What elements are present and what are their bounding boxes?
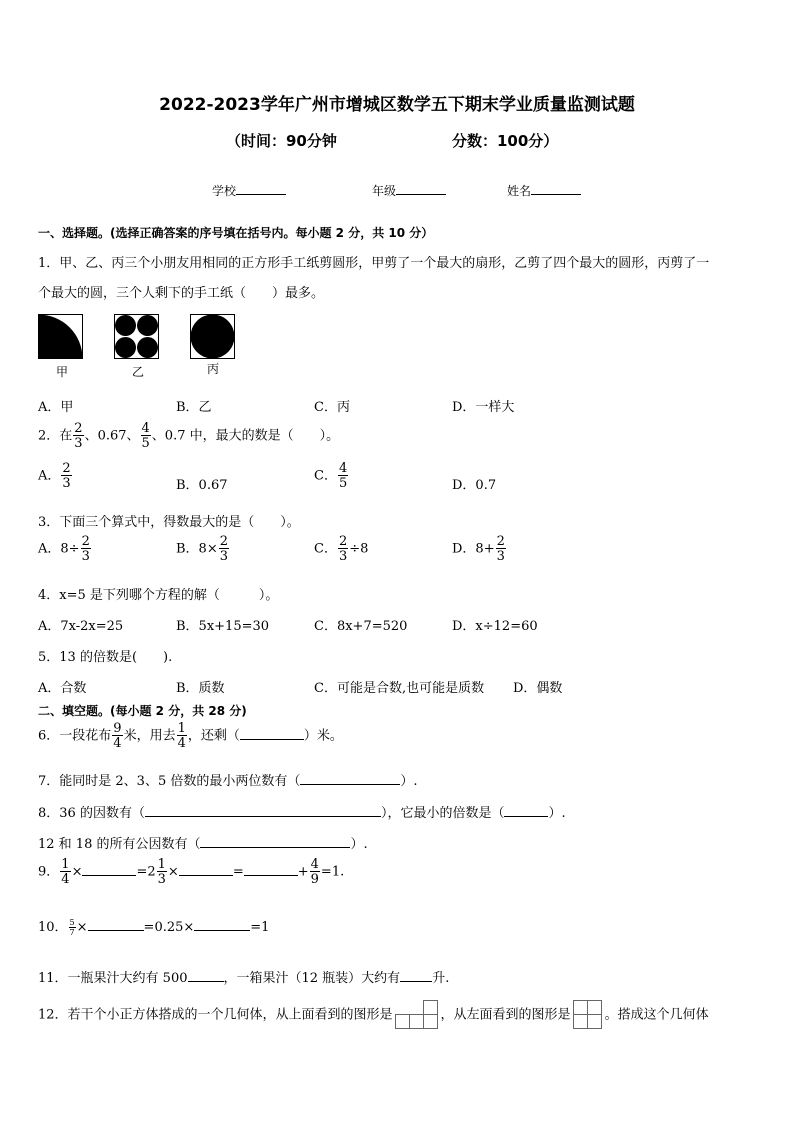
q2-prefix: 2．在: [38, 428, 73, 444]
school-label: 学校: [212, 184, 237, 198]
q9-blank-1[interactable]: [82, 863, 136, 876]
figure-yi-four-circles: [114, 314, 160, 360]
q2-option-d[interactable]: D．0.7: [452, 478, 497, 493]
section1-heading: 一、选择题。(选择正确答案的序号填在括号内。每小题 2 分，共 10 分）: [38, 226, 434, 240]
school-field[interactable]: [212, 182, 286, 199]
grade-label: 年级: [372, 184, 397, 198]
q3-stem: 3．下面三个算式中，得数最大的是（ ）。: [38, 515, 300, 530]
q10-fraction: $\frac{5}{7}$: [69, 917, 75, 937]
q10-stem: 10． $\frac{5}{7}$ × =0.25× =1: [38, 917, 270, 937]
q6-answer-blank[interactable]: [240, 727, 304, 740]
top-view-icon: [393, 1000, 441, 1030]
q4-option-c[interactable]: C．8x+7=520: [314, 619, 408, 634]
q8-common-factors-blank[interactable]: [200, 835, 350, 848]
q2-option-c-fraction: $\frac{4}{5}$: [338, 461, 348, 491]
q6-stem: 6．一段花布 $\frac{9}{4}$ 米，用去 $\frac{1}{4}$ ，还剩（ ）米。: [38, 721, 343, 751]
school-blank[interactable]: [236, 182, 286, 195]
q8-line2: 12 和 18 的所有公因数有（ ）.: [38, 837, 368, 852]
q3-option-a[interactable]: A．8÷ $\frac{2}{3}$: [38, 534, 90, 564]
q9-stem: 9． $\frac{1}{4}$ × =2 $\frac{1}{3}$ × = + $\frac{4}{9}$ =1.: [38, 857, 345, 887]
q9-fraction-3: $\frac{4}{9}$: [310, 857, 319, 887]
q10-blank-1[interactable]: [88, 918, 144, 931]
page-title: 2022-2023学年广州市增城区数学五下期末学业质量监测试题: [159, 95, 635, 115]
q9-fraction-1: $\frac{1}{4}$: [61, 857, 70, 887]
q5-stem: 5．13 的倍数是( ).: [38, 650, 173, 665]
q11-amount-blank[interactable]: [400, 969, 432, 982]
q5-option-b[interactable]: B．质数: [176, 681, 225, 696]
fig-label-bing: 丙: [207, 362, 220, 376]
q3-option-c[interactable]: C． $\frac{2}{3}$ ÷8: [314, 534, 369, 564]
q2-option-a[interactable]: A． $\frac{2}{3}$: [38, 461, 71, 491]
q3-option-c-fraction: $\frac{2}{3}$: [338, 534, 348, 564]
q9-blank-3[interactable]: [244, 863, 298, 876]
q6-fraction-1: $\frac{9}{4}$: [113, 721, 122, 751]
name-blank[interactable]: [531, 182, 581, 195]
q2-option-a-fraction: $\frac{2}{3}$: [62, 461, 71, 491]
q3-option-b[interactable]: B．8× $\frac{2}{3}$: [176, 534, 228, 564]
q6-fraction-2: $\frac{1}{4}$: [177, 721, 186, 751]
q1-line1: 1．甲、乙、丙三个小朋友用相同的正方形手工纸剪圆形，甲剪了一个最大的扇形，乙剪了四个最大的圆形，丙剪了一: [38, 256, 710, 271]
q8-multiple-blank[interactable]: [504, 804, 548, 817]
section2-heading: 二、填空题。(每小题 2 分，共 28 分): [38, 704, 247, 718]
figure-bing-circle: [190, 314, 236, 360]
fig-label-jia: 甲: [56, 365, 69, 379]
grade-blank[interactable]: [396, 182, 446, 195]
q4-stem: 4．x=5 是下列哪个方程的解（ ）。: [38, 588, 279, 603]
q10-blank-2[interactable]: [194, 918, 250, 931]
q11-unit-blank[interactable]: [188, 969, 224, 982]
q3-option-d-fraction: $\frac{2}{3}$: [496, 534, 505, 564]
q7-stem: 7．能同时是 2、3、5 倍数的最小两位数有（ ）.: [38, 774, 418, 789]
q4-option-b[interactable]: B．5x+15=30: [176, 619, 270, 634]
q1-line2: 个最大的圆，三个人剩下的手工纸（ ）最多。: [38, 286, 325, 301]
q1-option-a[interactable]: A．甲: [38, 400, 74, 415]
q3-option-b-fraction: $\frac{2}{3}$: [219, 534, 228, 564]
name-field[interactable]: [507, 182, 581, 199]
q2-option-b[interactable]: B．0.67: [176, 478, 228, 493]
q12-stem: 12．若干个小正方体搭成的一个几何体，从上面看到的图形是 ，从左面看到的图形是 。搭成这个几何体: [38, 1000, 709, 1030]
q3-option-a-fraction: $\frac{2}{3}$: [81, 534, 90, 564]
q4-option-d[interactable]: D．x÷12=60: [452, 619, 538, 634]
score-label: 分数：100分）: [452, 132, 559, 150]
q2-mid: 、0.67、: [84, 428, 140, 444]
q8-stem: 8．36 的因数有（ ），它最小的倍数是（ ）.: [38, 806, 566, 821]
grade-field[interactable]: [372, 182, 446, 199]
q2-fraction-2: $\frac{4}{5}$: [141, 421, 150, 451]
q5-option-a[interactable]: A．合数: [38, 681, 87, 696]
fig-label-yi: 乙: [132, 365, 145, 379]
q5-option-c[interactable]: C．可能是合数,也可能是质数: [314, 681, 485, 696]
q2-option-c[interactable]: C． $\frac{4}{5}$: [314, 461, 348, 491]
q2-stem: [38, 422, 339, 450]
q2-fraction-1: $\frac{2}{3}$: [74, 421, 83, 451]
q3-option-d[interactable]: D．8+ $\frac{2}{3}$: [452, 534, 505, 564]
q1-option-b[interactable]: B．乙: [176, 400, 212, 415]
q9-blank-2[interactable]: [179, 863, 233, 876]
q8-factors-blank[interactable]: [145, 804, 381, 817]
time-label: （时间：90分钟: [226, 132, 337, 150]
q1-option-d[interactable]: D．一样大: [452, 400, 515, 415]
q5-option-d[interactable]: D．偶数: [513, 681, 563, 696]
name-label: 姓名: [507, 184, 532, 198]
q9-fraction-2: $\frac{1}{3}$: [157, 857, 166, 887]
left-view-icon: [571, 1000, 605, 1030]
figure-jia-quarter-circle: [38, 314, 84, 360]
q1-option-c[interactable]: C．丙: [314, 400, 350, 415]
q11-stem: 11．一瓶果汁大约有 500 ，一箱果汁（12 瓶装）大约有 升.: [38, 971, 450, 986]
q4-option-a[interactable]: A．7x-2x=25: [38, 619, 124, 634]
q7-answer-blank[interactable]: [300, 772, 400, 785]
q2-suffix: 、0.7 中，最大的数是（ ）。: [151, 428, 340, 444]
